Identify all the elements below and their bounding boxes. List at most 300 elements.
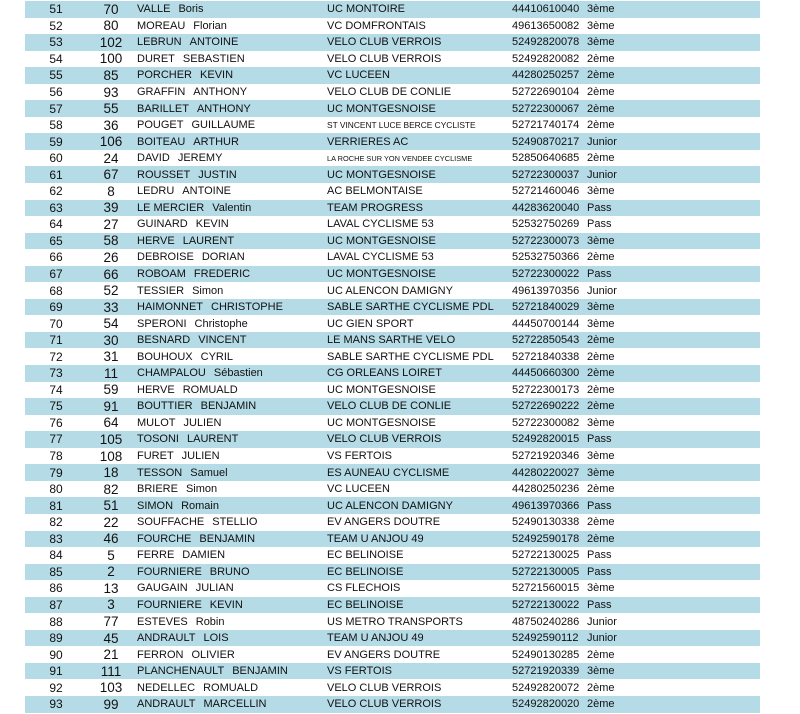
club-cell: UC MONTOIRE [327, 3, 406, 16]
rider-name-cell [135, 301, 327, 313]
rank-cell: 72 [49, 349, 63, 364]
licence-cell: 52721920339 [512, 665, 580, 678]
category-cell: Junior [587, 615, 617, 628]
licence-cell: 52850640685 [512, 152, 580, 165]
first-name: VINCENT [198, 334, 247, 347]
club-cell: VELO CLUB VERROIS [327, 36, 442, 49]
table-row [25, 448, 760, 465]
licence-cell: 52721840029 [512, 301, 580, 314]
last-name: LE MERCIER [137, 201, 205, 214]
table-row [25, 415, 760, 432]
last-name: POUGET [137, 119, 184, 132]
licence-cell: 52492820082 [512, 52, 580, 65]
licence-cell: 44280250236 [512, 483, 580, 496]
rank-cell: 80 [49, 482, 63, 497]
club-cell: SABLE SARTHE CYCLISME PDL [327, 301, 494, 314]
first-name: GUILLAUME [191, 119, 256, 132]
bib-number-cell: 108 [99, 448, 123, 464]
rank-cell: 73 [49, 366, 63, 381]
rank-cell: 60 [49, 151, 63, 166]
bib-number-cell: 8 [107, 183, 115, 199]
table-row [25, 266, 760, 283]
rider-name-cell [135, 119, 327, 131]
first-name: Boris [178, 3, 204, 16]
rank-cell: 76 [49, 415, 63, 430]
rank-cell: 54 [49, 51, 63, 66]
category-cell: 3ème [587, 234, 615, 247]
licence-cell: 52722300173 [512, 383, 580, 396]
rider-name-cell [135, 384, 327, 396]
club-cell: ST VINCENT LUCE BERCE CYCLISTE [327, 120, 476, 131]
category-cell: Pass [587, 433, 612, 446]
last-name: ESTEVES [137, 615, 188, 628]
category-cell: 3ème [587, 301, 615, 314]
category-cell: 3ème [587, 317, 615, 330]
club-cell: LA ROCHE SUR YON VENDEE CYCLISME [327, 153, 473, 163]
club-cell: UC ALENCON DAMIGNY [327, 499, 453, 512]
table-row [25, 166, 760, 183]
category-cell: 3ème [587, 416, 615, 429]
rank-cell: 64 [49, 217, 63, 232]
club-cell: VELO CLUB VERROIS [327, 433, 442, 446]
results-table [25, 1, 760, 713]
club-cell: CG ORLEANS LOIRET [327, 367, 442, 380]
licence-cell: 52492820078 [512, 36, 580, 49]
first-name: Christophe [194, 317, 248, 330]
club-cell: LAVAL CYCLISME 53 [327, 218, 434, 231]
last-name: GRAFFIN [137, 86, 186, 98]
first-name: LOIS [203, 632, 229, 645]
first-name: LAURENT [186, 433, 239, 446]
rider-name-cell [135, 599, 327, 611]
licence-cell: 52722300022 [512, 268, 580, 281]
last-name: ANDRAULT [137, 632, 196, 645]
first-name: BENJAMIN [200, 400, 257, 413]
bib-number-cell: 99 [103, 696, 119, 712]
rank-cell: 77 [49, 432, 63, 447]
category-cell: 2ème [587, 400, 615, 413]
licence-cell: 52492820015 [512, 433, 580, 446]
last-name: HAIMONNET [137, 301, 203, 314]
first-name: Romain [181, 499, 219, 512]
club-cell: UC MONTGESNOISE [327, 268, 436, 281]
rider-name-cell [135, 218, 327, 230]
last-name: SOUFFACHE [137, 516, 205, 529]
club-cell: EC BELINOISE [327, 549, 404, 562]
rider-name-cell [135, 152, 327, 164]
licence-cell: 52492590112 [512, 632, 579, 645]
club-cell: AC BELMONTAISE [327, 185, 423, 198]
club-cell: UC MONTGESNOISE [327, 168, 436, 181]
club-cell: ES AUNEAU CYCLISME [327, 466, 450, 479]
bib-number-cell: 51 [103, 498, 119, 514]
category-cell: 2ème [587, 69, 615, 82]
rider-name-cell [135, 268, 327, 280]
first-name: JUSTIN [198, 168, 237, 181]
bib-number-cell: 102 [99, 34, 123, 50]
category-cell: Pass [587, 218, 612, 231]
licence-cell: 52721920346 [512, 450, 580, 463]
category-cell: 2ème [587, 532, 615, 545]
category-cell: 2ème [587, 251, 615, 264]
table-row [25, 249, 760, 266]
last-name: SPERONI [137, 317, 187, 330]
rank-cell: 51 [49, 2, 63, 17]
licence-cell: 52721460046 [512, 185, 580, 198]
bib-number-cell: 30 [103, 332, 119, 348]
rider-name-cell [135, 367, 327, 379]
last-name: BESNARD [137, 334, 191, 347]
first-name: LAURENT [182, 234, 235, 247]
table-row [25, 481, 760, 498]
category-cell: Pass [587, 549, 612, 562]
club-cell: UC MONTGESNOISE [327, 102, 436, 115]
table-row [25, 547, 760, 564]
club-cell: VC LUCEEN [327, 483, 390, 496]
rider-name-cell [135, 20, 327, 32]
club-cell: UC ALENCON DAMIGNY [327, 284, 453, 297]
rank-cell: 70 [49, 316, 63, 331]
licence-cell: 49613970366 [512, 499, 580, 512]
rider-name-cell [135, 582, 327, 594]
bib-number-cell: 91 [103, 398, 119, 414]
category-cell: 3ème [587, 36, 615, 49]
club-cell: VELO CLUB VERROIS [327, 681, 442, 694]
category-cell: 2ème [587, 152, 615, 165]
table-row [25, 365, 760, 382]
first-name: SEBASTIEN [182, 52, 245, 65]
rank-cell: 84 [49, 548, 63, 563]
rider-name-cell [135, 632, 327, 644]
bib-number-cell: 2 [107, 564, 115, 580]
rider-name-cell [135, 483, 327, 495]
rider-name-cell [135, 698, 327, 710]
category-cell: 2ème [587, 648, 615, 661]
rider-name-cell [135, 649, 327, 661]
table-row [25, 597, 760, 614]
rider-name-cell [135, 665, 327, 677]
bib-number-cell: 77 [103, 614, 119, 629]
last-name: VALLE [137, 3, 171, 16]
rider-name-cell [135, 86, 327, 98]
licence-cell: 52532750366 [512, 251, 580, 264]
rider-name-cell [135, 334, 327, 346]
bib-number-cell: 85 [103, 67, 119, 83]
rank-cell: 69 [49, 300, 63, 315]
licence-cell: 44410610040 [512, 3, 580, 16]
rank-cell: 61 [49, 167, 63, 182]
rank-cell: 81 [49, 498, 63, 513]
category-cell: 2ème [587, 350, 615, 363]
rank-cell: 65 [49, 233, 63, 248]
rank-cell: 86 [49, 581, 63, 596]
last-name: FOURNIERE [137, 565, 202, 578]
bib-number-cell: 67 [103, 167, 119, 183]
category-cell: 2ème [587, 334, 615, 347]
bib-number-cell: 21 [103, 647, 119, 663]
rider-name-cell [135, 318, 327, 330]
club-cell: VELO CLUB DE CONLIE [327, 400, 452, 413]
club-cell: UC MONTGESNOISE [327, 416, 436, 429]
first-name: CHRISTOPHE [211, 301, 283, 314]
rider-name-cell [135, 533, 327, 545]
licence-cell: 52490130338 [512, 516, 580, 529]
last-name: FOURCHE [137, 532, 192, 545]
table-row [25, 216, 760, 233]
category-cell: Pass [587, 598, 612, 611]
first-name: Sébastien [213, 367, 263, 380]
rank-cell: 57 [49, 101, 63, 116]
licence-cell: 52722300037 [512, 168, 580, 181]
club-cell: LE MANS SARTHE VELO [327, 334, 456, 347]
category-cell: Junior [587, 168, 617, 181]
rider-name-cell [135, 251, 327, 263]
club-cell: VC DOMFRONTAIS [327, 19, 426, 32]
rank-cell: 75 [49, 399, 63, 414]
rider-name-cell [135, 103, 327, 115]
table-row [25, 51, 760, 68]
table-row [25, 630, 760, 647]
club-cell: UC MONTGESNOISE [327, 383, 436, 396]
rider-name-cell [135, 169, 327, 181]
licence-cell: 44280250257 [512, 69, 580, 82]
bib-number-cell: 24 [103, 150, 119, 166]
club-cell: TEAM PROGRESS [327, 201, 423, 214]
table-row [25, 431, 760, 448]
first-name: CYRIL [200, 350, 234, 363]
rider-name-cell [135, 53, 327, 65]
first-name: Valentin [212, 201, 252, 214]
table-row [25, 117, 760, 134]
rider-name-cell [135, 616, 327, 628]
licence-cell: 52492590178 [512, 532, 580, 545]
rank-cell: 74 [49, 382, 63, 397]
rider-name-cell [135, 516, 327, 528]
first-name: FREDERIC [193, 268, 251, 281]
bib-number-cell: 18 [103, 465, 119, 481]
rank-cell: 58 [49, 118, 63, 133]
table-row [25, 133, 760, 150]
last-name: ANDRAULT [137, 698, 196, 711]
table-row [25, 282, 760, 299]
bib-number-cell: 100 [99, 51, 123, 67]
bib-number-cell: 52 [103, 283, 119, 299]
table-row [25, 332, 760, 349]
first-name: OLIVIER [191, 648, 235, 661]
category-cell: Pass [587, 565, 612, 578]
bib-number-cell: 70 [103, 1, 119, 17]
table-row [25, 382, 760, 399]
bib-number-cell: 66 [103, 266, 119, 282]
last-name: FERRON [137, 648, 184, 661]
first-name: ANTHONY [196, 102, 251, 115]
last-name: BOITEAU [137, 135, 186, 148]
club-cell: US METRO TRANSPORTS [327, 615, 463, 628]
table-row [25, 564, 760, 581]
rider-name-cell [135, 136, 327, 148]
club-cell: VERRIERES AC [327, 135, 409, 148]
category-cell: 3ème [587, 19, 615, 32]
club-cell: TEAM U ANJOU 49 [327, 632, 424, 645]
bib-number-cell: 59 [103, 382, 119, 398]
club-cell: LAVAL CYCLISME 53 [327, 251, 434, 264]
licence-cell: 52532750269 [512, 218, 580, 231]
first-name: KEVIN [209, 598, 243, 611]
first-name: Samuel [190, 466, 228, 479]
table-row [25, 233, 760, 250]
licence-cell: 49613650082 [512, 19, 580, 32]
category-cell: Pass [587, 499, 612, 512]
rider-name-cell [135, 185, 327, 197]
last-name: BOUHOUX [137, 350, 193, 363]
rank-cell: 87 [49, 597, 63, 612]
last-name: PLANCHENAULT [137, 665, 225, 678]
club-cell: UC GIEN SPORT [327, 317, 414, 330]
rank-cell: 82 [49, 515, 63, 530]
rider-name-cell [135, 566, 327, 578]
first-name: ANTHONY [193, 86, 248, 98]
table-row [25, 646, 760, 663]
first-name: KEVIN [195, 218, 229, 231]
licence-cell: 52721740174 [512, 119, 580, 132]
rank-cell: 68 [49, 283, 63, 298]
table-row [25, 497, 760, 514]
table-row [25, 398, 760, 415]
rider-name-cell [135, 3, 327, 15]
rider-name-cell [135, 417, 327, 429]
last-name: MOREAU [137, 19, 186, 32]
category-cell: 3ème [587, 466, 615, 479]
rank-cell: 85 [49, 564, 63, 579]
licence-cell: 52490130285 [512, 648, 580, 661]
table-row [25, 299, 760, 316]
first-name: ANTOINE [189, 36, 239, 49]
club-cell: EC BELINOISE [327, 565, 404, 578]
rank-cell: 55 [49, 68, 63, 83]
table-row [25, 67, 760, 84]
rider-name-cell [135, 202, 327, 214]
bib-number-cell: 105 [99, 431, 123, 447]
bib-number-cell: 64 [103, 415, 119, 431]
last-name: FOURNIERE [137, 598, 202, 611]
bib-number-cell: 27 [103, 216, 119, 232]
rank-cell: 79 [49, 465, 63, 480]
licence-cell: 52721840338 [512, 350, 580, 363]
bib-number-cell: 111 [100, 663, 122, 679]
rank-cell: 56 [49, 85, 63, 99]
table-row [25, 84, 760, 101]
bib-number-cell: 82 [103, 481, 119, 497]
rider-name-cell [135, 400, 327, 412]
first-name: ROMUALD [203, 681, 259, 694]
category-cell: 2ème [587, 698, 615, 711]
club-cell: SABLE SARTHE CYCLISME PDL [327, 350, 494, 363]
licence-cell: 44450700144 [512, 317, 580, 330]
last-name: SIMON [137, 499, 174, 512]
rank-cell: 59 [49, 134, 63, 149]
first-name: JULIEN [181, 450, 220, 463]
table-row [25, 1, 760, 18]
first-name: DORIAN [201, 251, 245, 264]
club-cell: CS FLECHOIS [327, 582, 401, 595]
last-name: ROUSSET [137, 168, 191, 181]
bib-number-cell: 103 [99, 680, 123, 696]
first-name: ARTHUR [193, 135, 239, 148]
last-name: GAUGAIN [137, 582, 188, 595]
first-name: ANTOINE [182, 185, 231, 198]
licence-cell: 52722300082 [512, 416, 580, 429]
table-row [25, 531, 760, 548]
first-name: Robin [195, 615, 225, 628]
club-cell: VELO CLUB DE CONLIE [327, 86, 452, 98]
table-row [25, 613, 760, 630]
rank-cell: 93 [49, 697, 63, 712]
bib-number-cell: 31 [103, 349, 119, 365]
last-name: FURET [137, 450, 174, 463]
bib-number-cell: 33 [103, 299, 119, 315]
last-name: LEDRU [137, 185, 175, 198]
rider-name-cell [135, 682, 327, 694]
first-name: JULIAN [195, 582, 234, 595]
licence-cell: 52722690104 [512, 86, 580, 98]
bib-number-cell: 54 [103, 316, 119, 332]
first-name: Simon [192, 284, 224, 297]
bib-number-cell: 39 [103, 200, 119, 216]
rank-cell: 90 [49, 647, 63, 662]
rider-name-cell [135, 500, 327, 512]
last-name: TESSIER [137, 284, 185, 297]
table-row [25, 315, 760, 332]
category-cell: 3ème [587, 665, 615, 678]
licence-cell: 52722130022 [512, 598, 580, 611]
first-name: DAMIEN [182, 549, 226, 562]
club-cell: EC BELINOISE [327, 598, 404, 611]
licence-cell: 44450660300 [512, 367, 580, 380]
bib-number-cell: 13 [103, 580, 119, 596]
bib-number-cell: 26 [103, 249, 119, 265]
rank-cell: 63 [49, 200, 63, 215]
category-cell: 2ème [587, 681, 615, 694]
category-cell: 2ème [587, 383, 615, 396]
licence-cell: 44283620040 [512, 201, 580, 214]
club-cell: UC MONTGESNOISE [327, 234, 436, 247]
rider-name-cell [135, 235, 327, 247]
last-name: BARILLET [137, 102, 189, 115]
club-cell: VC LUCEEN [327, 69, 390, 82]
club-cell: EV ANGERS DOUTRE [327, 516, 441, 529]
category-cell: Junior [587, 284, 617, 297]
rank-cell: 83 [49, 531, 63, 546]
first-name: Simon [185, 483, 218, 496]
last-name: HERVE [137, 383, 175, 396]
last-name: NEDELLEC [137, 681, 196, 694]
last-name: BRIERE [137, 483, 178, 496]
bib-number-cell: 45 [103, 630, 119, 646]
rank-cell: 67 [49, 267, 63, 282]
category-cell: 2ème [587, 119, 615, 132]
last-name: HERVE [137, 234, 175, 247]
last-name: ROBOAM [137, 268, 186, 281]
last-name: DEBROISE [137, 251, 194, 264]
table-row [25, 663, 760, 680]
last-name: BOUTTIER [137, 400, 193, 413]
first-name: BENJAMIN [232, 665, 288, 678]
rider-name-cell [135, 549, 327, 561]
bib-number-cell: 3 [107, 597, 115, 613]
rank-cell: 62 [49, 184, 63, 199]
last-name: LEBRUN [137, 36, 182, 49]
last-name: TESSON [137, 466, 183, 479]
